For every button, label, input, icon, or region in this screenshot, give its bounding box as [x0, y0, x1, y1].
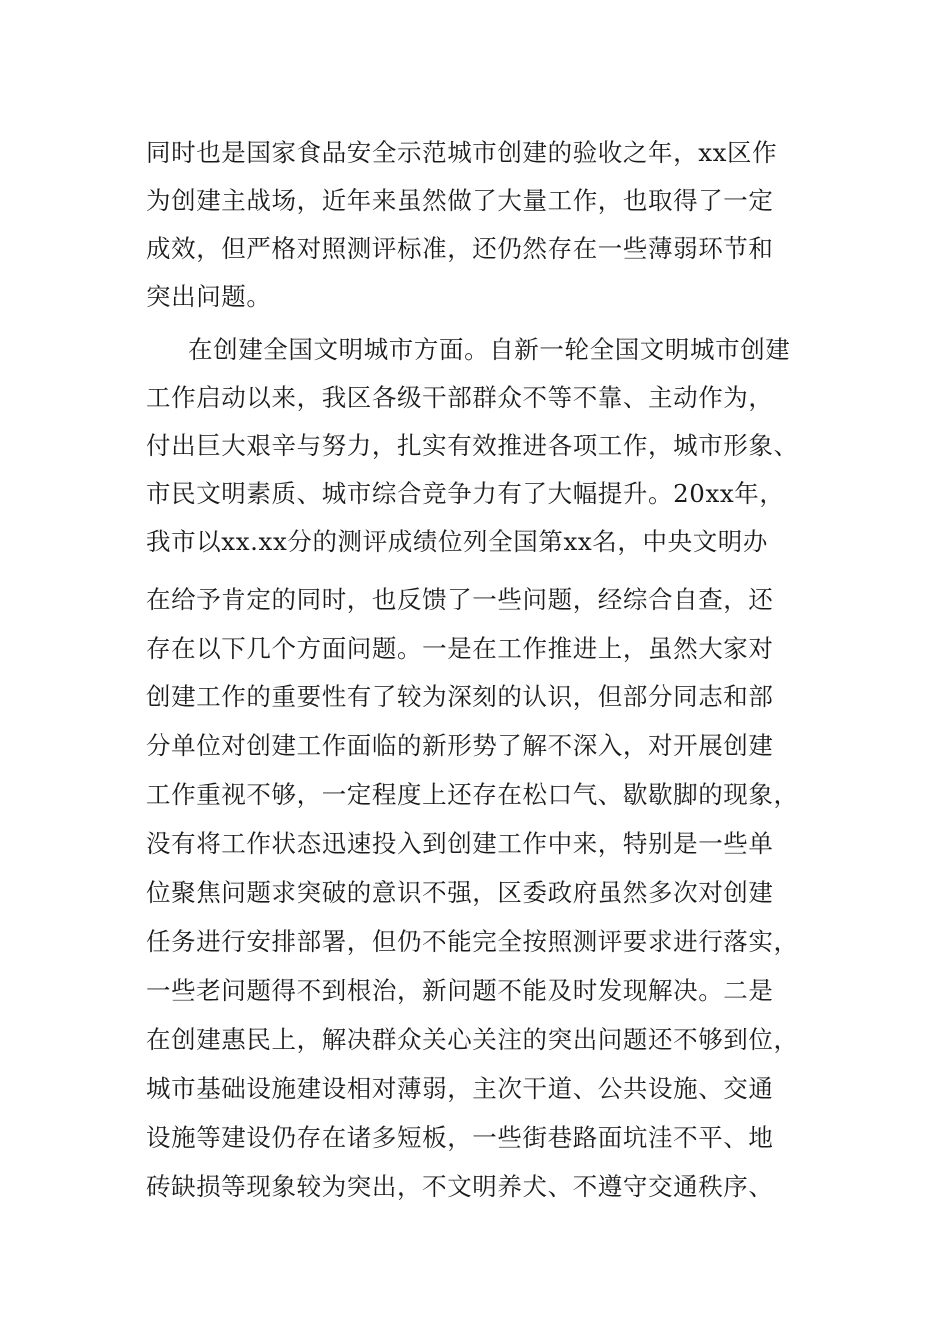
text-line: 市民文明素质、城市综合竞争力有了大幅提升。20xx年，	[146, 479, 785, 508]
text-line: 存在以下几个方面问题。一是在工作推进上，虽然大家对	[146, 634, 774, 663]
text-line: 没有将工作状态迅速投入到创建工作中来，特别是一些单	[146, 829, 774, 858]
text-line: 付出巨大艰辛与努力，扎实有效推进各项工作，城市形象、	[146, 431, 799, 460]
text-line: 工作启动以来，我区各级干部群众不等不靠、主动作为，	[146, 383, 774, 412]
text-line: 分单位对创建工作面临的新形势了解不深入，对开展创建	[146, 731, 774, 760]
text-line: 为创建主战场，近年来虽然做了大量工作，也取得了一定	[146, 186, 774, 215]
text-line: 我市以xx.xx分的测评成绩位列全国第xx名，中央文明办	[146, 527, 768, 556]
text-line: 突出问题。	[146, 282, 272, 311]
text-line: 位聚焦问题求突破的意识不强，区委政府虽然多次对创建	[146, 878, 774, 907]
text-line: 工作重视不够，一定程度上还存在松口气、歇歇脚的现象，	[146, 780, 799, 809]
text-line: 城市基础设施建设相对薄弱，主次干道、公共设施、交通	[146, 1074, 774, 1103]
paragraph-first-line: 在创建全国文明城市方面。自新一轮全国文明城市创建	[188, 335, 791, 364]
text-line: 设施等建设仍存在诸多短板，一些街巷路面坑洼不平、地	[146, 1123, 774, 1152]
text-line: 创建工作的重要性有了较为深刻的认识，但部分同志和部	[146, 682, 774, 711]
text-line: 成效，但严格对照测评标准，还仍然存在一些薄弱环节和	[146, 234, 774, 263]
text-line: 同时也是国家食品安全示范城市创建的验收之年，xx区作	[146, 138, 778, 167]
text-line: 砖缺损等现象较为突出，不文明养犬、不遵守交通秩序、	[146, 1172, 774, 1201]
text-line: 一些老问题得不到根治，新问题不能及时发现解决。二是	[146, 976, 774, 1005]
text-line: 在创建惠民上，解决群众关心关注的突出问题还不够到位，	[146, 1025, 799, 1054]
text-line: 在给予肯定的同时，也反馈了一些问题，经综合自查，还	[146, 585, 774, 614]
text-line: 任务进行安排部署，但仍不能完全按照测评要求进行落实，	[146, 927, 799, 956]
